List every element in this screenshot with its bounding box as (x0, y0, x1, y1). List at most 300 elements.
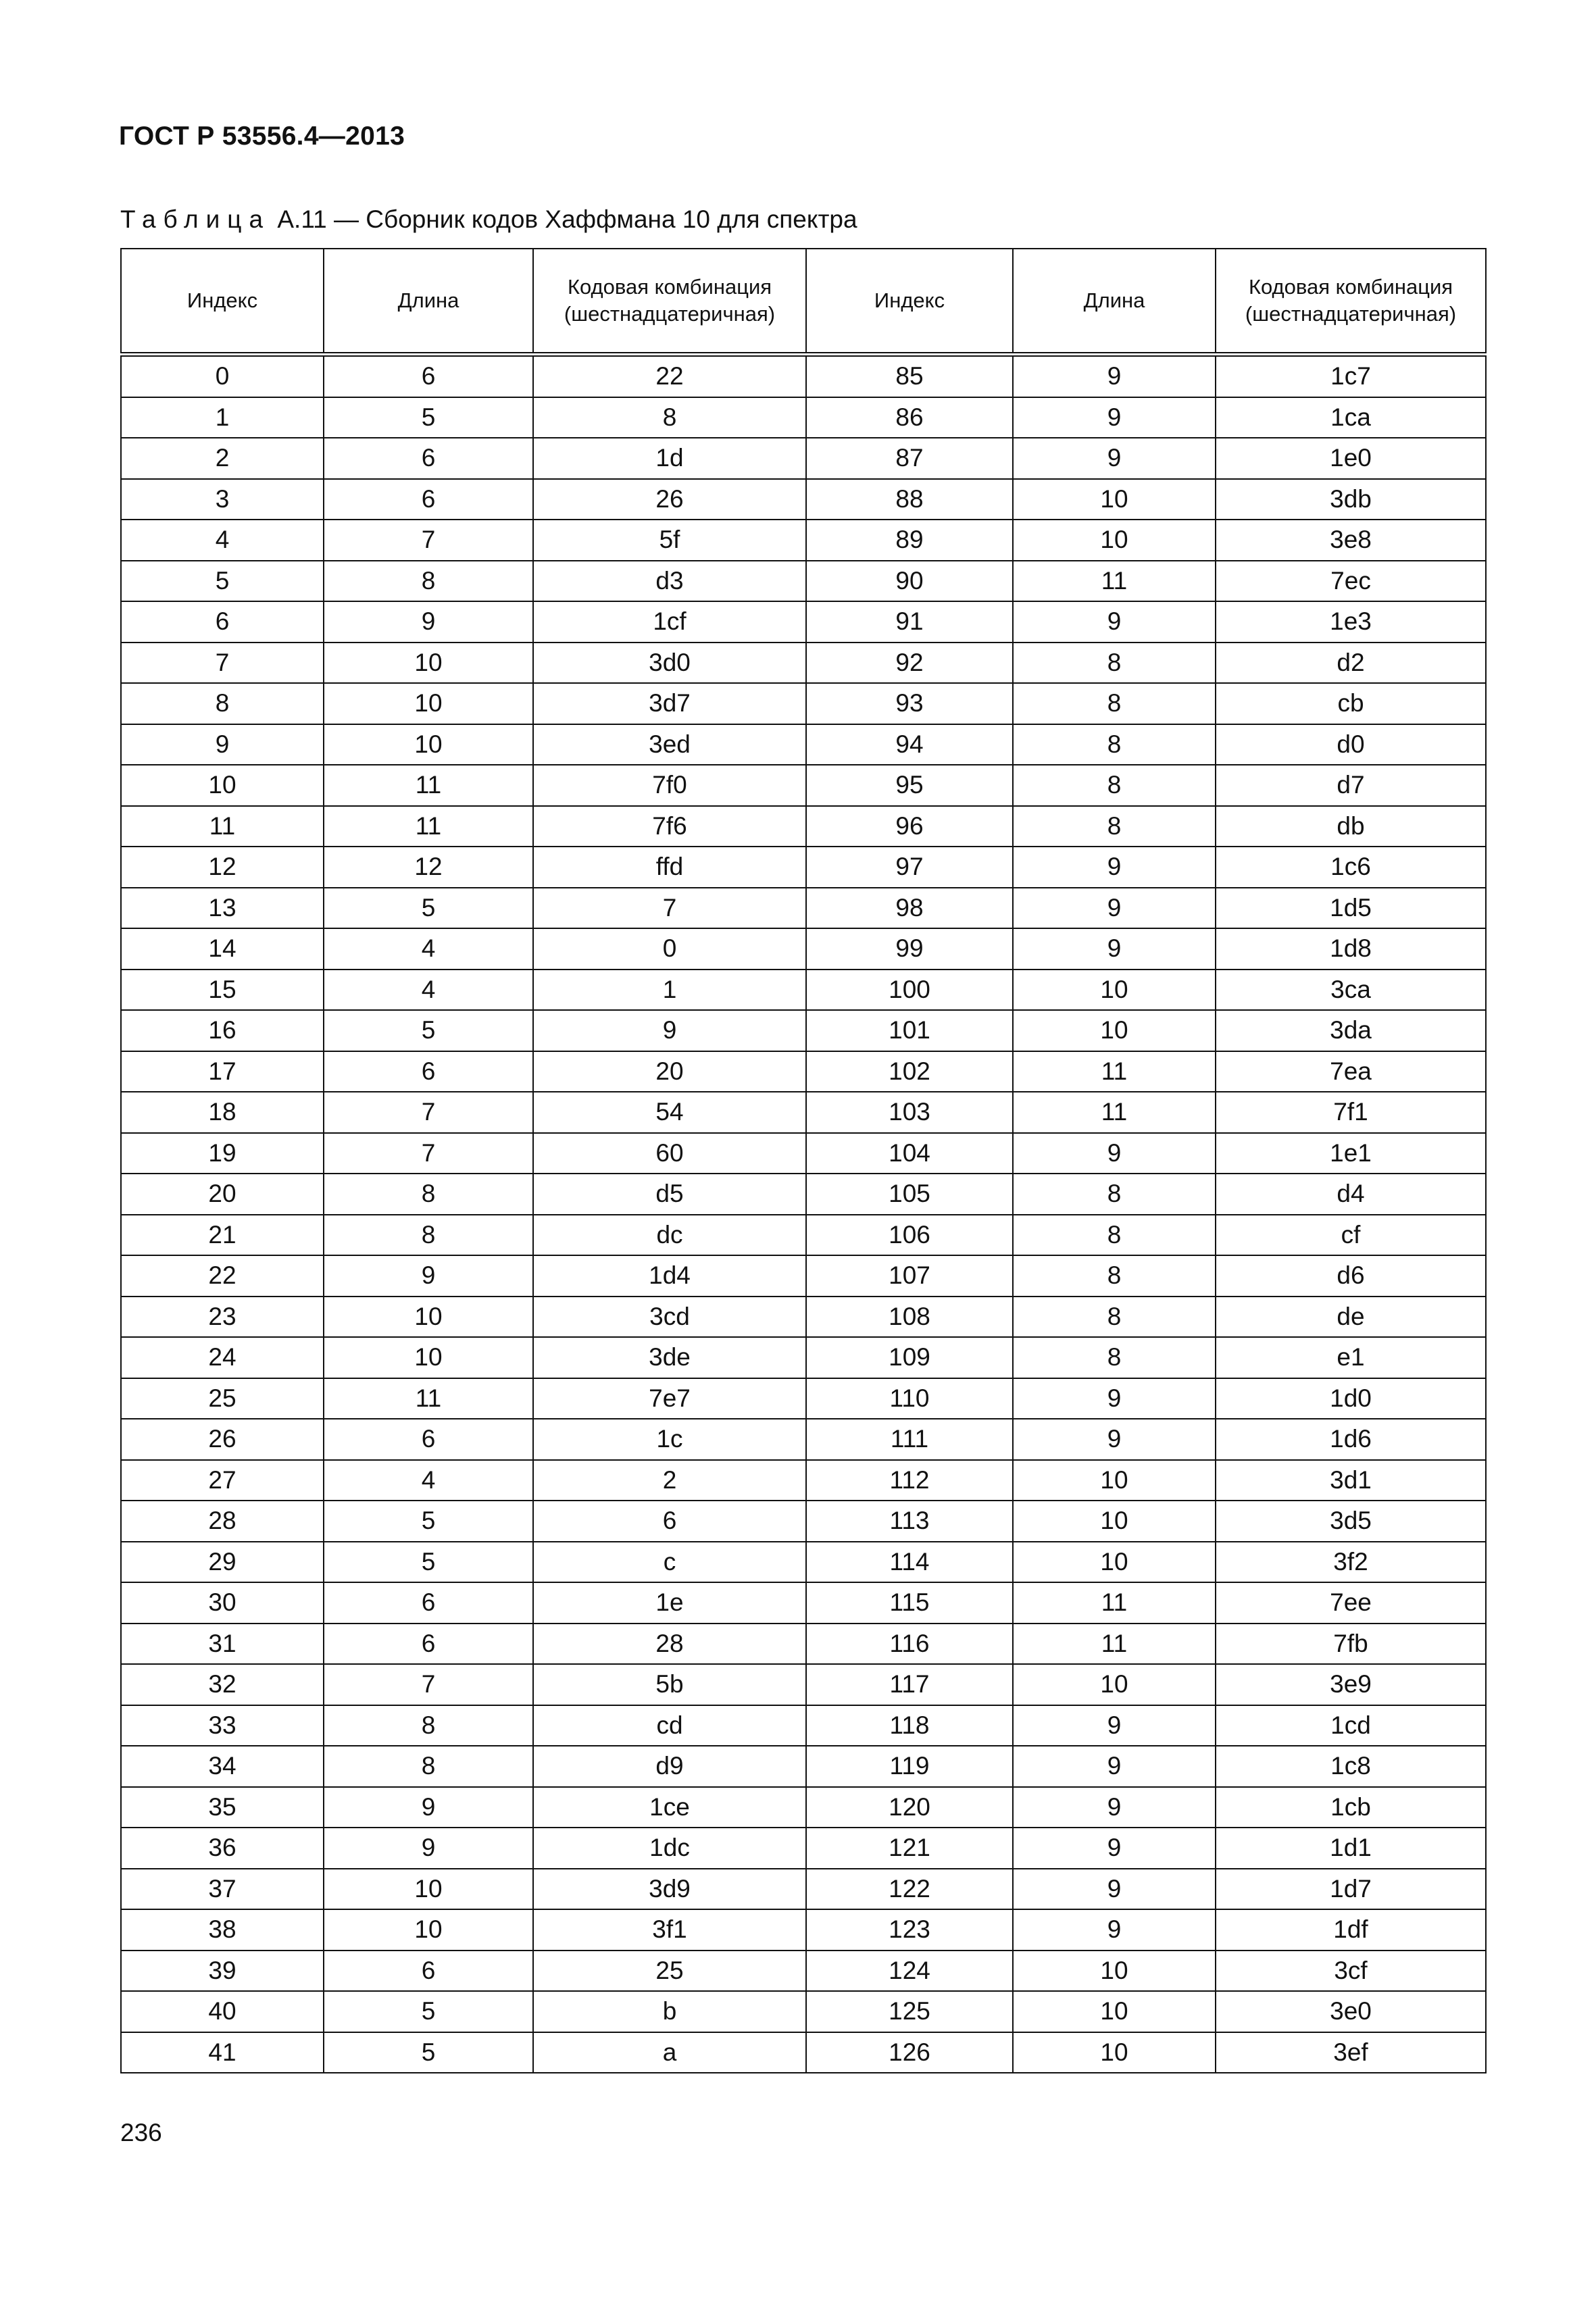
cell-codeword: 1cf (533, 601, 806, 643)
cell-length: 10 (324, 1869, 533, 1910)
cell-index: 103 (806, 1092, 1013, 1133)
cell-codeword: 1c7 (1216, 355, 1486, 397)
cell-length: 9 (1013, 1378, 1216, 1419)
cell-index: 113 (806, 1501, 1013, 1542)
cell-codeword: d5 (533, 1174, 806, 1215)
cell-codeword: 7f1 (1216, 1092, 1486, 1133)
cell-codeword: 1c6 (1216, 847, 1486, 888)
cell-index: 95 (806, 765, 1013, 806)
cell-length: 7 (324, 1092, 533, 1133)
cell-length: 10 (324, 1297, 533, 1338)
cell-codeword: 1c8 (1216, 1746, 1486, 1787)
cell-codeword: 1d6 (1216, 1419, 1486, 1460)
table-row (121, 643, 1486, 684)
cell-length: 5 (324, 1010, 533, 1051)
table-row (121, 847, 1486, 888)
cell-codeword: 3d5 (1216, 1501, 1486, 1542)
cell-codeword: 25 (533, 1951, 806, 1992)
cell-index: 123 (806, 1909, 1013, 1951)
column-header-index: Индекс (121, 249, 324, 355)
cell-index: 18 (121, 1092, 324, 1133)
cell-index: 21 (121, 1215, 324, 1256)
table-row (121, 1624, 1486, 1665)
table-row (121, 355, 1486, 397)
cell-index: 102 (806, 1051, 1013, 1092)
cell-index: 86 (806, 397, 1013, 438)
cell-codeword: 5b (533, 1664, 806, 1705)
table-row (121, 970, 1486, 1011)
cell-length: 8 (1013, 806, 1216, 847)
cell-index: 88 (806, 479, 1013, 520)
cell-index: 41 (121, 2032, 324, 2073)
cell-index: 4 (121, 520, 324, 561)
cell-codeword: 1e (533, 1582, 806, 1624)
page-number: 236 (120, 2119, 162, 2146)
table-header-row (121, 249, 1486, 355)
cell-codeword: 3cd (533, 1297, 806, 1338)
table-row (121, 1787, 1486, 1828)
cell-length: 11 (324, 765, 533, 806)
cell-index: 87 (806, 438, 1013, 479)
cell-codeword: 3cf (1216, 1951, 1486, 1992)
cell-codeword: de (1216, 1297, 1486, 1338)
cell-index: 121 (806, 1828, 1013, 1869)
cell-index: 115 (806, 1582, 1013, 1624)
cell-length: 10 (324, 1337, 533, 1378)
cell-codeword: cb (1216, 683, 1486, 724)
cell-length: 8 (1013, 643, 1216, 684)
cell-codeword: 3f1 (533, 1909, 806, 1951)
cell-length: 7 (324, 1664, 533, 1705)
cell-codeword: 3f2 (1216, 1542, 1486, 1583)
cell-codeword: 7ee (1216, 1582, 1486, 1624)
table-row (121, 683, 1486, 724)
cell-index: 101 (806, 1010, 1013, 1051)
cell-codeword: 1d (533, 438, 806, 479)
cell-codeword: 1d8 (1216, 928, 1486, 970)
cell-index: 105 (806, 1174, 1013, 1215)
cell-length: 6 (324, 1951, 533, 1992)
cell-codeword: 7ea (1216, 1051, 1486, 1092)
cell-codeword: 54 (533, 1092, 806, 1133)
cell-codeword: dc (533, 1215, 806, 1256)
cell-length: 6 (324, 1582, 533, 1624)
cell-index: 39 (121, 1951, 324, 1992)
cell-length: 9 (1013, 1133, 1216, 1174)
cell-codeword: 0 (533, 928, 806, 970)
cell-codeword: 3da (1216, 1010, 1486, 1051)
cell-length: 8 (324, 1174, 533, 1215)
cell-codeword: 3e0 (1216, 1991, 1486, 2032)
cell-index: 111 (806, 1419, 1013, 1460)
cell-codeword: 3ca (1216, 970, 1486, 1011)
cell-length: 10 (1013, 1951, 1216, 1992)
cell-length: 9 (1013, 355, 1216, 397)
cell-index: 114 (806, 1542, 1013, 1583)
table-row (121, 1501, 1486, 1542)
caption-text: А.11 — Сборник кодов Хаффмана 10 для спектра (277, 205, 857, 233)
cell-length: 11 (324, 1378, 533, 1419)
cell-length: 6 (324, 1051, 533, 1092)
cell-index: 124 (806, 1951, 1013, 1992)
cell-codeword: 1ca (1216, 397, 1486, 438)
cell-codeword: 3d1 (1216, 1460, 1486, 1501)
cell-index: 27 (121, 1460, 324, 1501)
cell-length: 10 (1013, 1460, 1216, 1501)
cell-index: 15 (121, 970, 324, 1011)
cell-index: 116 (806, 1624, 1013, 1665)
cell-index: 100 (806, 970, 1013, 1011)
cell-index: 35 (121, 1787, 324, 1828)
cell-codeword: 1df (1216, 1909, 1486, 1951)
table-row (121, 1705, 1486, 1746)
cell-codeword: 1e1 (1216, 1133, 1486, 1174)
cell-index: 11 (121, 806, 324, 847)
cell-codeword: 3d0 (533, 643, 806, 684)
cell-index: 31 (121, 1624, 324, 1665)
cell-index: 8 (121, 683, 324, 724)
cell-length: 8 (1013, 683, 1216, 724)
cell-index: 17 (121, 1051, 324, 1092)
cell-length: 8 (324, 1705, 533, 1746)
table-row (121, 1951, 1486, 1992)
cell-codeword: b (533, 1991, 806, 2032)
cell-index: 94 (806, 724, 1013, 765)
cell-length: 5 (324, 397, 533, 438)
cell-index: 14 (121, 928, 324, 970)
cell-codeword: 1c (533, 1419, 806, 1460)
table-row (121, 2032, 1486, 2073)
cell-index: 85 (806, 355, 1013, 397)
cell-index: 34 (121, 1746, 324, 1787)
cell-codeword: 1d1 (1216, 1828, 1486, 1869)
cell-length: 10 (1013, 1542, 1216, 1583)
table-container (120, 248, 1485, 2073)
cell-length: 11 (1013, 561, 1216, 602)
cell-codeword: 2 (533, 1460, 806, 1501)
cell-length: 9 (324, 1828, 533, 1869)
cell-codeword: 3ed (533, 724, 806, 765)
table-row (121, 520, 1486, 561)
cell-length: 9 (1013, 928, 1216, 970)
cell-codeword: 3db (1216, 479, 1486, 520)
cell-index: 112 (806, 1460, 1013, 1501)
cell-codeword: 1dc (533, 1828, 806, 1869)
cell-index: 20 (121, 1174, 324, 1215)
cell-length: 8 (1013, 1215, 1216, 1256)
table-row (121, 1051, 1486, 1092)
cell-codeword: 1d4 (533, 1255, 806, 1297)
cell-length: 9 (1013, 1828, 1216, 1869)
cell-codeword: 20 (533, 1051, 806, 1092)
cell-length: 5 (324, 2032, 533, 2073)
cell-index: 19 (121, 1133, 324, 1174)
table-row (121, 561, 1486, 602)
cell-index: 5 (121, 561, 324, 602)
cell-length: 8 (1013, 724, 1216, 765)
cell-codeword: a (533, 2032, 806, 2073)
cell-index: 97 (806, 847, 1013, 888)
cell-index: 23 (121, 1297, 324, 1338)
cell-length: 8 (324, 1215, 533, 1256)
cell-codeword: 7ec (1216, 561, 1486, 602)
cell-length: 10 (1013, 970, 1216, 1011)
cell-length: 10 (1013, 520, 1216, 561)
cell-codeword: 1e0 (1216, 438, 1486, 479)
cell-index: 3 (121, 479, 324, 520)
cell-index: 38 (121, 1909, 324, 1951)
table-row (121, 1460, 1486, 1501)
table-row (121, 724, 1486, 765)
cell-length: 10 (1013, 479, 1216, 520)
cell-length: 7 (324, 520, 533, 561)
cell-index: 33 (121, 1705, 324, 1746)
cell-length: 8 (324, 561, 533, 602)
cell-codeword: 1d5 (1216, 888, 1486, 929)
cell-index: 1 (121, 397, 324, 438)
cell-codeword: 1 (533, 970, 806, 1011)
cell-index: 120 (806, 1787, 1013, 1828)
cell-index: 12 (121, 847, 324, 888)
cell-codeword: 3d7 (533, 683, 806, 724)
cell-length: 11 (324, 806, 533, 847)
cell-length: 5 (324, 1542, 533, 1583)
cell-index: 91 (806, 601, 1013, 643)
cell-length: 8 (1013, 765, 1216, 806)
cell-length: 9 (324, 601, 533, 643)
cell-codeword: d6 (1216, 1255, 1486, 1297)
cell-index: 0 (121, 355, 324, 397)
cell-length: 8 (1013, 1297, 1216, 1338)
cell-index: 24 (121, 1337, 324, 1378)
cell-codeword: 3de (533, 1337, 806, 1378)
cell-length: 11 (1013, 1051, 1216, 1092)
cell-codeword: ffd (533, 847, 806, 888)
table-row (121, 765, 1486, 806)
cell-length: 11 (1013, 1582, 1216, 1624)
cell-index: 7 (121, 643, 324, 684)
cell-index: 25 (121, 1378, 324, 1419)
document-header: ГОСТ Р 53556.4—2013 (119, 122, 405, 151)
cell-codeword: d4 (1216, 1174, 1486, 1215)
cell-length: 9 (1013, 888, 1216, 929)
table-caption (120, 205, 857, 234)
cell-codeword: 7e7 (533, 1378, 806, 1419)
table-row (121, 1174, 1486, 1215)
cell-index: 6 (121, 601, 324, 643)
cell-length: 12 (324, 847, 533, 888)
table-row (121, 1582, 1486, 1624)
cell-index: 90 (806, 561, 1013, 602)
cell-length: 6 (324, 1624, 533, 1665)
column-header-codeword: Кодовая комбинация (шестнадцатеричная) (533, 249, 806, 355)
cell-codeword: 7fb (1216, 1624, 1486, 1665)
cell-length: 9 (1013, 847, 1216, 888)
cell-index: 108 (806, 1297, 1013, 1338)
cell-length: 9 (1013, 1787, 1216, 1828)
cell-codeword: 1d0 (1216, 1378, 1486, 1419)
cell-length: 6 (324, 438, 533, 479)
cell-index: 2 (121, 438, 324, 479)
cell-codeword: d2 (1216, 643, 1486, 684)
column-header-codeword: Кодовая комбинация (шестнадцатеричная) (1216, 249, 1486, 355)
cell-length: 9 (1013, 1869, 1216, 1910)
cell-codeword: 1d7 (1216, 1869, 1486, 1910)
cell-length: 10 (324, 643, 533, 684)
cell-index: 29 (121, 1542, 324, 1583)
table-row (121, 1991, 1486, 2032)
cell-codeword: 3e8 (1216, 520, 1486, 561)
cell-length: 9 (1013, 1419, 1216, 1460)
cell-length: 5 (324, 1501, 533, 1542)
cell-length: 10 (324, 724, 533, 765)
cell-length: 9 (1013, 1909, 1216, 1951)
table-row (121, 479, 1486, 520)
cell-codeword: 1ce (533, 1787, 806, 1828)
table-row (121, 1092, 1486, 1133)
cell-length: 9 (1013, 1746, 1216, 1787)
table-row (121, 806, 1486, 847)
cell-index: 28 (121, 1501, 324, 1542)
table-row (121, 1909, 1486, 1951)
cell-codeword: 7 (533, 888, 806, 929)
cell-length: 10 (1013, 1501, 1216, 1542)
cell-index: 9 (121, 724, 324, 765)
cell-length: 10 (1013, 1010, 1216, 1051)
table-row (121, 1255, 1486, 1297)
table-body (121, 355, 1486, 2073)
cell-codeword: 3ef (1216, 2032, 1486, 2073)
cell-index: 106 (806, 1215, 1013, 1256)
cell-length: 8 (324, 1746, 533, 1787)
cell-length: 9 (1013, 601, 1216, 643)
cell-index: 119 (806, 1746, 1013, 1787)
cell-length: 9 (324, 1787, 533, 1828)
cell-index: 98 (806, 888, 1013, 929)
cell-codeword: 1cd (1216, 1705, 1486, 1746)
cell-index: 122 (806, 1869, 1013, 1910)
column-header-index: Индекс (806, 249, 1013, 355)
cell-index: 92 (806, 643, 1013, 684)
cell-length: 9 (1013, 438, 1216, 479)
cell-index: 40 (121, 1991, 324, 2032)
caption-label: Таблица (120, 205, 271, 233)
cell-codeword: 60 (533, 1133, 806, 1174)
cell-codeword: cf (1216, 1215, 1486, 1256)
cell-codeword: 5f (533, 520, 806, 561)
cell-codeword: 3e9 (1216, 1664, 1486, 1705)
cell-length: 9 (1013, 1705, 1216, 1746)
huffman-code-table (120, 248, 1487, 2073)
cell-length: 11 (1013, 1624, 1216, 1665)
cell-index: 10 (121, 765, 324, 806)
cell-codeword: 6 (533, 1501, 806, 1542)
table-row (121, 1828, 1486, 1869)
cell-index: 16 (121, 1010, 324, 1051)
table-row (121, 928, 1486, 970)
cell-length: 4 (324, 1460, 533, 1501)
cell-codeword: 26 (533, 479, 806, 520)
cell-index: 109 (806, 1337, 1013, 1378)
cell-index: 93 (806, 683, 1013, 724)
cell-codeword: d3 (533, 561, 806, 602)
table-row (121, 397, 1486, 438)
cell-codeword: 1e3 (1216, 601, 1486, 643)
table-row (121, 888, 1486, 929)
cell-codeword: c (533, 1542, 806, 1583)
cell-codeword: d0 (1216, 724, 1486, 765)
cell-length: 5 (324, 888, 533, 929)
cell-codeword: 3d9 (533, 1869, 806, 1910)
cell-index: 125 (806, 1991, 1013, 2032)
cell-length: 8 (1013, 1337, 1216, 1378)
cell-index: 89 (806, 520, 1013, 561)
cell-index: 118 (806, 1705, 1013, 1746)
cell-length: 5 (324, 1991, 533, 2032)
cell-codeword: 9 (533, 1010, 806, 1051)
cell-length: 10 (1013, 1664, 1216, 1705)
cell-length: 11 (1013, 1092, 1216, 1133)
cell-index: 37 (121, 1869, 324, 1910)
cell-index: 110 (806, 1378, 1013, 1419)
table-row (121, 1542, 1486, 1583)
cell-index: 36 (121, 1828, 324, 1869)
cell-index: 107 (806, 1255, 1013, 1297)
cell-length: 6 (324, 355, 533, 397)
table-row (121, 1297, 1486, 1338)
cell-length: 8 (1013, 1255, 1216, 1297)
cell-length: 10 (324, 1909, 533, 1951)
table-row (121, 1664, 1486, 1705)
cell-codeword: 8 (533, 397, 806, 438)
cell-length: 8 (1013, 1174, 1216, 1215)
cell-index: 13 (121, 888, 324, 929)
cell-index: 22 (121, 1255, 324, 1297)
table-row (121, 1746, 1486, 1787)
cell-length: 10 (1013, 2032, 1216, 2073)
cell-length: 6 (324, 1419, 533, 1460)
column-header-length: Длина (324, 249, 533, 355)
cell-codeword: d7 (1216, 765, 1486, 806)
cell-length: 7 (324, 1133, 533, 1174)
cell-codeword: 28 (533, 1624, 806, 1665)
cell-index: 99 (806, 928, 1013, 970)
table-row (121, 1419, 1486, 1460)
table-row (121, 438, 1486, 479)
cell-codeword: db (1216, 806, 1486, 847)
cell-length: 4 (324, 928, 533, 970)
cell-length: 10 (1013, 1991, 1216, 2032)
cell-codeword: cd (533, 1705, 806, 1746)
column-header-length: Длина (1013, 249, 1216, 355)
cell-length: 10 (324, 683, 533, 724)
cell-codeword: 7f6 (533, 806, 806, 847)
cell-codeword: 1cb (1216, 1787, 1486, 1828)
cell-length: 9 (1013, 397, 1216, 438)
cell-index: 26 (121, 1419, 324, 1460)
table-row (121, 1010, 1486, 1051)
table-row (121, 601, 1486, 643)
cell-index: 104 (806, 1133, 1013, 1174)
cell-length: 6 (324, 479, 533, 520)
cell-index: 96 (806, 806, 1013, 847)
cell-length: 9 (324, 1255, 533, 1297)
cell-index: 30 (121, 1582, 324, 1624)
cell-codeword: d9 (533, 1746, 806, 1787)
cell-codeword: 7f0 (533, 765, 806, 806)
table-row (121, 1378, 1486, 1419)
table-row (121, 1133, 1486, 1174)
